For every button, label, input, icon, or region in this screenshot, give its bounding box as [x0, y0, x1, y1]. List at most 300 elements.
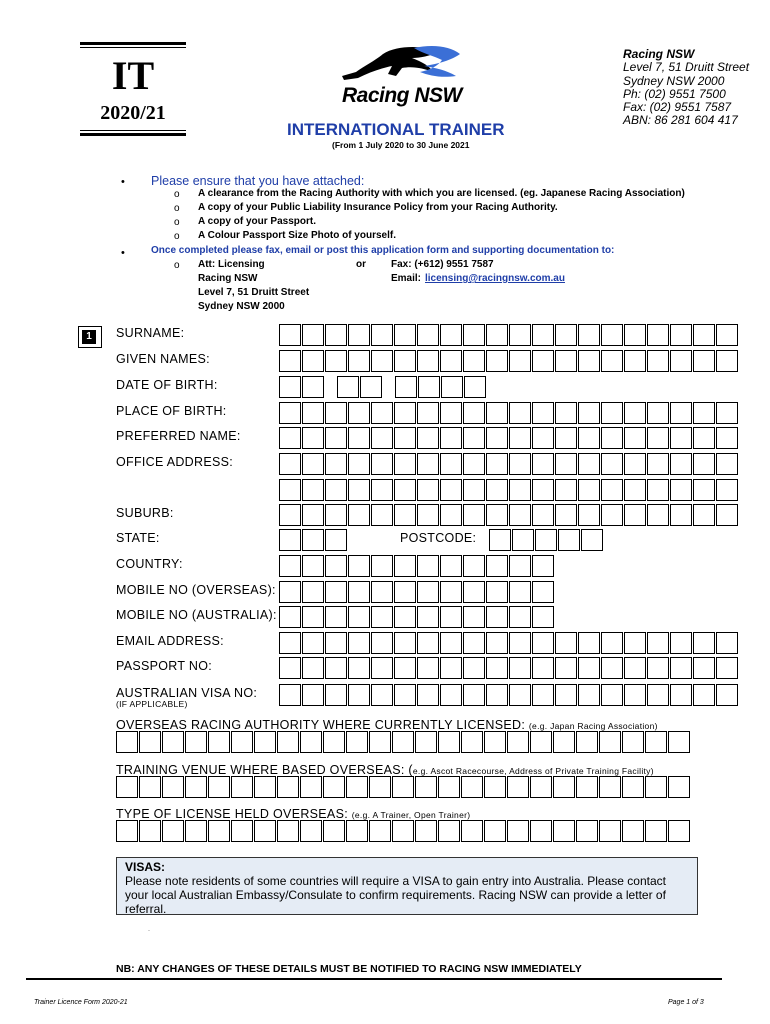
char-box[interactable] [371, 324, 393, 346]
char-box[interactable] [279, 606, 301, 628]
char-box[interactable] [599, 731, 621, 753]
char-box[interactable] [438, 776, 460, 798]
char-box[interactable] [622, 820, 644, 842]
char-box[interactable] [507, 776, 529, 798]
char-box[interactable] [484, 820, 506, 842]
char-box[interactable] [302, 632, 324, 654]
char-box[interactable] [693, 657, 715, 679]
char-box[interactable] [371, 402, 393, 424]
char-box[interactable] [415, 731, 437, 753]
char-box[interactable] [532, 606, 554, 628]
char-box[interactable] [578, 657, 600, 679]
char-box[interactable] [463, 606, 485, 628]
char-box[interactable] [440, 324, 462, 346]
authority-boxes[interactable] [116, 731, 691, 753]
char-box[interactable] [578, 427, 600, 449]
char-box[interactable] [576, 776, 598, 798]
char-box[interactable] [532, 453, 554, 475]
char-box[interactable] [371, 632, 393, 654]
char-box[interactable] [670, 504, 692, 526]
char-box[interactable] [302, 529, 324, 551]
char-box[interactable] [394, 453, 416, 475]
char-box[interactable] [441, 376, 463, 398]
char-box[interactable] [300, 776, 322, 798]
char-box[interactable] [394, 427, 416, 449]
char-box[interactable] [599, 820, 621, 842]
char-box[interactable] [532, 632, 554, 654]
preferred-name-boxes[interactable] [279, 427, 739, 449]
mobile-overseas-boxes[interactable] [279, 581, 555, 603]
char-box[interactable] [463, 581, 485, 603]
char-box[interactable] [716, 479, 738, 501]
char-box[interactable] [645, 776, 667, 798]
char-box[interactable] [348, 657, 370, 679]
char-box[interactable] [463, 453, 485, 475]
char-box[interactable] [279, 453, 301, 475]
char-box[interactable] [279, 350, 301, 372]
char-box[interactable] [624, 427, 646, 449]
char-box[interactable] [346, 820, 368, 842]
char-box[interactable] [392, 731, 414, 753]
char-box[interactable] [507, 820, 529, 842]
char-box[interactable] [371, 350, 393, 372]
char-box[interactable] [325, 657, 347, 679]
char-box[interactable] [440, 606, 462, 628]
char-box[interactable] [670, 427, 692, 449]
char-box[interactable] [394, 555, 416, 577]
char-box[interactable] [693, 402, 715, 424]
char-box[interactable] [647, 427, 669, 449]
char-box[interactable] [302, 684, 324, 706]
char-box[interactable] [601, 504, 623, 526]
char-box[interactable] [647, 453, 669, 475]
char-box[interactable] [325, 555, 347, 577]
char-box[interactable] [440, 632, 462, 654]
char-box[interactable] [392, 776, 414, 798]
dob-year-boxes[interactable] [395, 376, 487, 398]
char-box[interactable] [553, 776, 575, 798]
char-box[interactable] [647, 479, 669, 501]
char-box[interactable] [601, 479, 623, 501]
char-box[interactable] [279, 684, 301, 706]
postcode-boxes[interactable] [489, 529, 604, 551]
char-box[interactable] [486, 504, 508, 526]
char-box[interactable] [645, 820, 667, 842]
char-box[interactable] [509, 504, 531, 526]
char-box[interactable] [601, 684, 623, 706]
char-box[interactable] [325, 402, 347, 424]
char-box[interactable] [371, 657, 393, 679]
char-box[interactable] [486, 402, 508, 424]
char-box[interactable] [440, 657, 462, 679]
char-box[interactable] [279, 427, 301, 449]
char-box[interactable] [279, 632, 301, 654]
email-boxes[interactable] [279, 632, 739, 654]
char-box[interactable] [231, 731, 253, 753]
char-box[interactable] [555, 504, 577, 526]
char-box[interactable] [116, 776, 138, 798]
char-box[interactable] [716, 453, 738, 475]
char-box[interactable] [348, 555, 370, 577]
char-box[interactable] [440, 684, 462, 706]
char-box[interactable] [369, 820, 391, 842]
char-box[interactable] [509, 657, 531, 679]
char-box[interactable] [484, 731, 506, 753]
char-box[interactable] [647, 684, 669, 706]
char-box[interactable] [509, 453, 531, 475]
place-of-birth-boxes[interactable] [279, 402, 739, 424]
char-box[interactable] [716, 632, 738, 654]
char-box[interactable] [394, 402, 416, 424]
char-box[interactable] [670, 632, 692, 654]
char-box[interactable] [486, 684, 508, 706]
char-box[interactable] [254, 731, 276, 753]
mobile-australia-boxes[interactable] [279, 606, 555, 628]
char-box[interactable] [670, 657, 692, 679]
char-box[interactable] [486, 555, 508, 577]
char-box[interactable] [417, 632, 439, 654]
char-box[interactable] [371, 504, 393, 526]
char-box[interactable] [116, 731, 138, 753]
char-box[interactable] [279, 581, 301, 603]
state-boxes[interactable] [279, 529, 348, 551]
char-box[interactable] [716, 657, 738, 679]
char-box[interactable] [325, 504, 347, 526]
char-box[interactable] [645, 731, 667, 753]
char-box[interactable] [486, 324, 508, 346]
char-box[interactable] [461, 820, 483, 842]
char-box[interactable] [231, 776, 253, 798]
char-box[interactable] [509, 555, 531, 577]
char-box[interactable] [415, 776, 437, 798]
char-box[interactable] [463, 350, 485, 372]
char-box[interactable] [624, 453, 646, 475]
char-box[interactable] [277, 820, 299, 842]
char-box[interactable] [555, 632, 577, 654]
char-box[interactable] [532, 479, 554, 501]
char-box[interactable] [302, 402, 324, 424]
char-box[interactable] [668, 776, 690, 798]
char-box[interactable] [325, 606, 347, 628]
char-box[interactable] [670, 684, 692, 706]
char-box[interactable] [440, 402, 462, 424]
char-box[interactable] [279, 529, 301, 551]
char-box[interactable] [348, 504, 370, 526]
char-box[interactable] [440, 581, 462, 603]
char-box[interactable] [417, 555, 439, 577]
char-box[interactable] [394, 632, 416, 654]
char-box[interactable] [578, 350, 600, 372]
char-box[interactable] [302, 657, 324, 679]
char-box[interactable] [530, 731, 552, 753]
char-box[interactable] [624, 324, 646, 346]
char-box[interactable] [325, 479, 347, 501]
char-box[interactable] [555, 479, 577, 501]
char-box[interactable] [337, 376, 359, 398]
char-box[interactable] [348, 684, 370, 706]
char-box[interactable] [438, 731, 460, 753]
char-box[interactable] [302, 427, 324, 449]
char-box[interactable] [417, 657, 439, 679]
char-box[interactable] [348, 632, 370, 654]
char-box[interactable] [716, 504, 738, 526]
char-box[interactable] [532, 581, 554, 603]
char-box[interactable] [346, 776, 368, 798]
char-box[interactable] [670, 479, 692, 501]
char-box[interactable] [578, 632, 600, 654]
char-box[interactable] [716, 684, 738, 706]
char-box[interactable] [693, 504, 715, 526]
char-box[interactable] [693, 479, 715, 501]
char-box[interactable] [484, 776, 506, 798]
char-box[interactable] [716, 324, 738, 346]
char-box[interactable] [486, 632, 508, 654]
char-box[interactable] [394, 581, 416, 603]
char-box[interactable] [325, 324, 347, 346]
char-box[interactable] [279, 504, 301, 526]
char-box[interactable] [555, 427, 577, 449]
char-box[interactable] [693, 684, 715, 706]
char-box[interactable] [512, 529, 534, 551]
char-box[interactable] [601, 632, 623, 654]
char-box[interactable] [185, 776, 207, 798]
char-box[interactable] [417, 504, 439, 526]
char-box[interactable] [231, 820, 253, 842]
char-box[interactable] [279, 555, 301, 577]
char-box[interactable] [532, 324, 554, 346]
char-box[interactable] [279, 376, 301, 398]
char-box[interactable] [394, 684, 416, 706]
char-box[interactable] [325, 529, 347, 551]
char-box[interactable] [277, 731, 299, 753]
char-box[interactable] [394, 657, 416, 679]
char-box[interactable] [555, 402, 577, 424]
char-box[interactable] [162, 820, 184, 842]
char-box[interactable] [394, 350, 416, 372]
char-box[interactable] [348, 427, 370, 449]
char-box[interactable] [578, 479, 600, 501]
char-box[interactable] [279, 657, 301, 679]
char-box[interactable] [440, 427, 462, 449]
char-box[interactable] [302, 555, 324, 577]
char-box[interactable] [601, 350, 623, 372]
char-box[interactable] [440, 555, 462, 577]
surname-boxes[interactable] [279, 324, 739, 346]
char-box[interactable] [601, 453, 623, 475]
char-box[interactable] [509, 581, 531, 603]
suburb-boxes[interactable] [279, 504, 739, 526]
char-box[interactable] [185, 820, 207, 842]
char-box[interactable] [553, 731, 575, 753]
char-box[interactable] [647, 504, 669, 526]
char-box[interactable] [348, 453, 370, 475]
char-box[interactable] [463, 657, 485, 679]
char-box[interactable] [418, 376, 440, 398]
char-box[interactable] [486, 606, 508, 628]
char-box[interactable] [440, 453, 462, 475]
char-box[interactable] [464, 376, 486, 398]
char-box[interactable] [371, 555, 393, 577]
char-box[interactable] [601, 402, 623, 424]
char-box[interactable] [509, 402, 531, 424]
char-box[interactable] [647, 657, 669, 679]
given-names-boxes[interactable] [279, 350, 739, 372]
char-box[interactable] [693, 632, 715, 654]
char-box[interactable] [509, 684, 531, 706]
char-box[interactable] [394, 324, 416, 346]
char-box[interactable] [325, 427, 347, 449]
char-box[interactable] [417, 581, 439, 603]
char-box[interactable] [438, 820, 460, 842]
char-box[interactable] [185, 731, 207, 753]
char-box[interactable] [693, 350, 715, 372]
char-box[interactable] [509, 606, 531, 628]
char-box[interactable] [622, 776, 644, 798]
char-box[interactable] [300, 820, 322, 842]
char-box[interactable] [325, 453, 347, 475]
char-box[interactable] [670, 402, 692, 424]
char-box[interactable] [440, 350, 462, 372]
char-box[interactable] [116, 820, 138, 842]
char-box[interactable] [463, 504, 485, 526]
char-box[interactable] [392, 820, 414, 842]
char-box[interactable] [348, 402, 370, 424]
char-box[interactable] [371, 427, 393, 449]
char-box[interactable] [302, 581, 324, 603]
char-box[interactable] [139, 776, 161, 798]
char-box[interactable] [300, 731, 322, 753]
char-box[interactable] [624, 350, 646, 372]
char-box[interactable] [599, 776, 621, 798]
char-box[interactable] [279, 324, 301, 346]
char-box[interactable] [647, 324, 669, 346]
char-box[interactable] [578, 504, 600, 526]
char-box[interactable] [348, 581, 370, 603]
char-box[interactable] [254, 820, 276, 842]
char-box[interactable] [509, 479, 531, 501]
char-box[interactable] [394, 606, 416, 628]
char-box[interactable] [670, 324, 692, 346]
char-box[interactable] [716, 427, 738, 449]
char-box[interactable] [624, 684, 646, 706]
char-box[interactable] [670, 350, 692, 372]
char-box[interactable] [254, 776, 276, 798]
char-box[interactable] [509, 632, 531, 654]
char-box[interactable] [302, 504, 324, 526]
char-box[interactable] [417, 453, 439, 475]
char-box[interactable] [668, 731, 690, 753]
char-box[interactable] [139, 820, 161, 842]
char-box[interactable] [463, 555, 485, 577]
char-box[interactable] [417, 684, 439, 706]
char-box[interactable] [302, 350, 324, 372]
char-box[interactable] [716, 350, 738, 372]
char-box[interactable] [325, 632, 347, 654]
char-box[interactable] [325, 684, 347, 706]
char-box[interactable] [162, 776, 184, 798]
char-box[interactable] [624, 479, 646, 501]
char-box[interactable] [417, 427, 439, 449]
char-box[interactable] [208, 731, 230, 753]
char-box[interactable] [463, 324, 485, 346]
char-box[interactable] [489, 529, 511, 551]
char-box[interactable] [530, 776, 552, 798]
char-box[interactable] [348, 324, 370, 346]
char-box[interactable] [509, 324, 531, 346]
char-box[interactable] [417, 402, 439, 424]
dob-month-boxes[interactable] [337, 376, 383, 398]
char-box[interactable] [302, 376, 324, 398]
venue-boxes[interactable] [116, 776, 691, 798]
char-box[interactable] [555, 684, 577, 706]
char-box[interactable] [624, 657, 646, 679]
dob-day-boxes[interactable] [279, 376, 325, 398]
char-box[interactable] [394, 479, 416, 501]
license-type-boxes[interactable] [116, 820, 691, 842]
char-box[interactable] [578, 402, 600, 424]
char-box[interactable] [371, 581, 393, 603]
char-box[interactable] [394, 504, 416, 526]
char-box[interactable] [622, 731, 644, 753]
char-box[interactable] [624, 504, 646, 526]
char-box[interactable] [693, 453, 715, 475]
char-box[interactable] [325, 581, 347, 603]
char-box[interactable] [323, 820, 345, 842]
char-box[interactable] [555, 657, 577, 679]
char-box[interactable] [208, 776, 230, 798]
char-box[interactable] [440, 479, 462, 501]
char-box[interactable] [532, 504, 554, 526]
char-box[interactable] [507, 731, 529, 753]
char-box[interactable] [302, 324, 324, 346]
char-box[interactable] [325, 350, 347, 372]
char-box[interactable] [601, 324, 623, 346]
char-box[interactable] [371, 684, 393, 706]
char-box[interactable] [578, 324, 600, 346]
char-box[interactable] [302, 606, 324, 628]
email-link[interactable]: licensing@racingnsw.com.au [425, 273, 565, 284]
char-box[interactable] [693, 427, 715, 449]
char-box[interactable] [509, 350, 531, 372]
char-box[interactable] [486, 427, 508, 449]
char-box[interactable] [323, 776, 345, 798]
char-box[interactable] [208, 820, 230, 842]
char-box[interactable] [417, 324, 439, 346]
char-box[interactable] [139, 731, 161, 753]
passport-boxes[interactable] [279, 657, 739, 679]
char-box[interactable] [463, 402, 485, 424]
char-box[interactable] [486, 479, 508, 501]
char-box[interactable] [647, 402, 669, 424]
char-box[interactable] [624, 402, 646, 424]
char-box[interactable] [581, 529, 603, 551]
char-box[interactable] [486, 350, 508, 372]
char-box[interactable] [532, 555, 554, 577]
char-box[interactable] [647, 350, 669, 372]
char-box[interactable] [371, 453, 393, 475]
char-box[interactable] [558, 529, 580, 551]
char-box[interactable] [693, 324, 715, 346]
char-box[interactable] [555, 453, 577, 475]
char-box[interactable] [576, 731, 598, 753]
char-box[interactable] [415, 820, 437, 842]
char-box[interactable] [395, 376, 417, 398]
char-box[interactable] [555, 350, 577, 372]
char-box[interactable] [601, 427, 623, 449]
char-box[interactable] [486, 581, 508, 603]
char-box[interactable] [417, 350, 439, 372]
char-box[interactable] [668, 820, 690, 842]
